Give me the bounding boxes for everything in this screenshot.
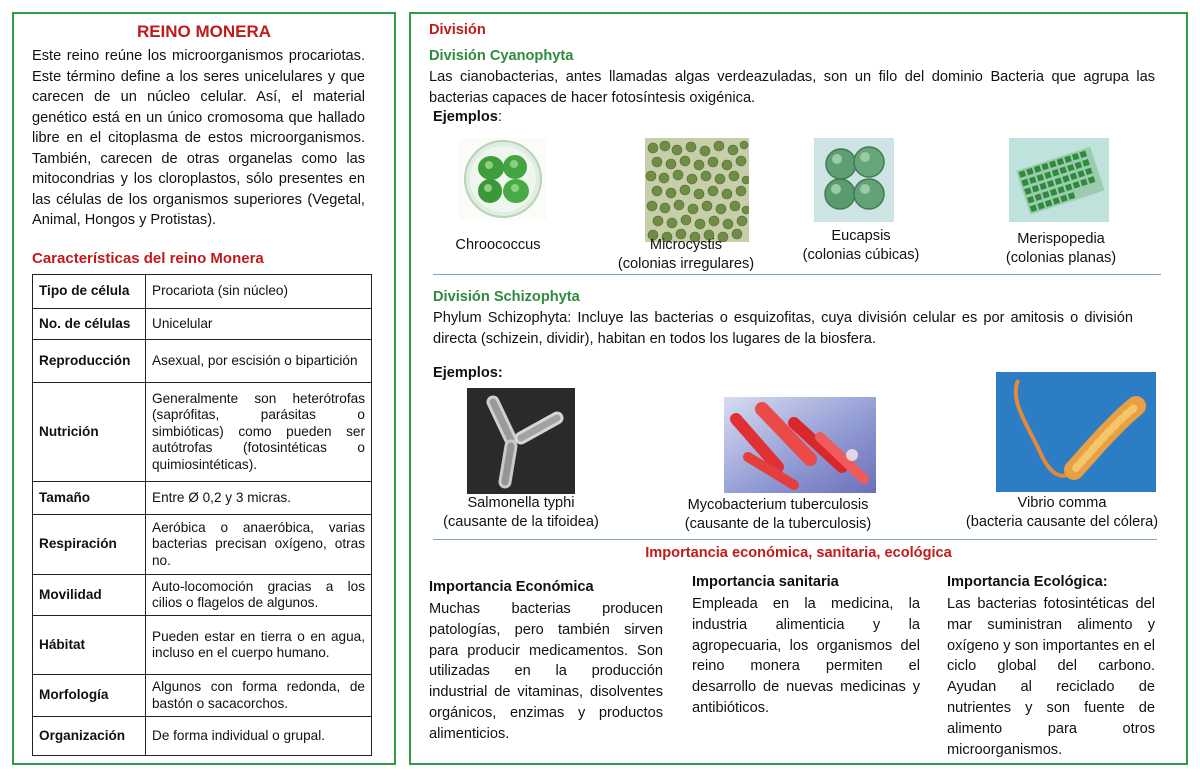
- characteristics-table: [32, 274, 372, 756]
- chroococcus-image: [459, 138, 547, 220]
- table-row: [33, 482, 372, 515]
- eucapsis-image: [814, 138, 894, 222]
- row-key: Movilidad: [33, 575, 146, 616]
- example-caption: [606, 236, 766, 274]
- mycobacterium-image: [724, 397, 876, 493]
- section-divider: [433, 274, 1161, 275]
- table-row: [33, 383, 372, 482]
- division-label: División: [429, 22, 486, 38]
- left-panel: [12, 12, 396, 765]
- example-caption: [431, 494, 611, 532]
- example-note: (colonias irregulares): [617, 256, 755, 272]
- row-key: Organización: [33, 717, 146, 756]
- intro-paragraph: Este reino reúne los microorganismos procariotas. Este término define a los seres unicelulares y que carecen de un núcleo celular. Así, el material genético está en un único cromosoma que hallado libre en el citoplasma de estos microorganismos. También, carecen de otras organelas como las mitocondrias y los cloroplastos, sólo presentes en las células de los organismos superiores (Vegetal, Animal, Hongos y Protistas).: [32, 48, 365, 228]
- importance-title: Importancia económica, sanitaria, ecológica: [645, 545, 952, 561]
- row-key: Respiración: [33, 515, 146, 575]
- row-value: Pueden estar en tierra o en agua, incluso en el cuerpo humano.: [146, 616, 372, 675]
- page-title: REINO MONERA: [136, 22, 272, 41]
- section-divider: [433, 539, 1157, 540]
- economic-text: Muchas bacterias producen patologías, pero también sirven para producir medicamentos. Son utilizadas en la producción industrial de vitaminas, disolventes orgánicos, enzimas y productos alimenticios.: [429, 601, 663, 742]
- row-key: Morfología: [33, 675, 146, 717]
- example-name: Chroococcus: [455, 237, 541, 253]
- sanitary-text: Empleada en la medicina, la industria alimenticia y la agropecuaria, los organismos del reino monera permiten el desarrollo de nuevas medicinas y antibióticos.: [692, 596, 920, 716]
- example-caption: [786, 227, 936, 265]
- row-key: Tipo de célula: [33, 275, 146, 309]
- row-key: No. de células: [33, 309, 146, 340]
- cyanophyta-examples-label: Ejemplos:: [433, 109, 502, 125]
- row-key: Hábitat: [33, 616, 146, 675]
- example-name: Merispopedia: [1017, 231, 1105, 247]
- row-value: Entre Ø 0,2 y 3 micras.: [146, 482, 372, 515]
- schizophyta-title: División Schizophyta: [433, 289, 580, 305]
- sanitary-heading: Importancia sanitaria: [692, 574, 839, 590]
- example-caption: [986, 230, 1136, 268]
- microcystis-image: [645, 138, 749, 242]
- example-name: Eucapsis: [831, 228, 891, 244]
- row-key: Tamaño: [33, 482, 146, 515]
- row-value: Generalmente son heterótrofas (saprófitas, parásitas o simbióticas) como pueden ser autótrofas (fotosintéticas o quimiosintéticas).: [146, 383, 372, 482]
- row-value: Auto-locomoción gracias a los cilios o flagelos de algunos.: [146, 575, 372, 616]
- table-row: [33, 675, 372, 717]
- example-note: (causante de la tuberculosis): [684, 516, 872, 532]
- row-value: Procariota (sin núcleo): [146, 275, 372, 309]
- row-key: Nutrición: [33, 383, 146, 482]
- example-note: (bacteria causante del cólera): [965, 514, 1159, 530]
- row-value: Aeróbica o anaeróbica, varias bacterias precisan oxígeno, otras no.: [146, 515, 372, 575]
- table-row: [33, 717, 372, 756]
- example-note: (colonias planas): [1005, 250, 1117, 266]
- table-row: [33, 575, 372, 616]
- table-row: [33, 515, 372, 575]
- vibrio-image: [996, 372, 1156, 492]
- row-value: Asexual, por escisión o bipartición: [146, 340, 372, 383]
- example-name: Vibrio comma: [1017, 495, 1107, 511]
- example-note: (causante de la tifoidea): [443, 514, 599, 530]
- example-name: Salmonella typhi: [467, 495, 575, 511]
- cyanophyta-title: División Cyanophyta: [429, 48, 574, 64]
- right-panel: [409, 12, 1188, 765]
- characteristics-title: Características del reino Monera: [32, 250, 264, 267]
- row-value: De forma individual o grupal.: [146, 717, 372, 756]
- example-note: (colonias cúbicas): [802, 247, 920, 263]
- economic-heading: Importancia Económica: [429, 579, 594, 595]
- example-caption: [663, 496, 893, 534]
- row-value: Unicelular: [146, 309, 372, 340]
- row-value: Algunos con forma redonda, de bastón o sacacorchos.: [146, 675, 372, 717]
- merispopedia-image: [1009, 138, 1109, 222]
- example-name: Microcystis: [649, 237, 723, 253]
- example-caption: [951, 494, 1173, 532]
- schizophyta-examples-label: Ejemplos:: [433, 365, 503, 381]
- salmonella-image: [467, 388, 575, 494]
- table-row: [33, 275, 372, 309]
- example-caption: [433, 236, 563, 255]
- table-row: [33, 340, 372, 383]
- row-key: Reproducción: [33, 340, 146, 383]
- cyanophyta-text: Las cianobacterias, antes llamadas algas verdeazuladas, son un filo del dominio Bacteria que agrupa las bacterias capaces de hacer fotosíntesis oxigénica.: [429, 69, 1155, 106]
- table-row: [33, 616, 372, 675]
- ecological-heading: Importancia Ecológica:: [947, 574, 1108, 590]
- example-name: Mycobacterium tuberculosis: [687, 497, 869, 513]
- table-row: [33, 309, 372, 340]
- ecological-text: Las bacterias fotosintéticas del mar suministran alimento y oxígeno y son importantes en el ciclo global del carbono. Ayudan al reciclado de nutrientes y son fuente de alimento para otros microorganismos.: [947, 596, 1155, 758]
- schizophyta-text: Phylum Schizophyta: Incluye las bacterias o esquizofitas, cuya división celular es por amitosis o división directa (schizein, dividir), habitan en todos los lugares de la biosfera.: [433, 310, 1133, 347]
